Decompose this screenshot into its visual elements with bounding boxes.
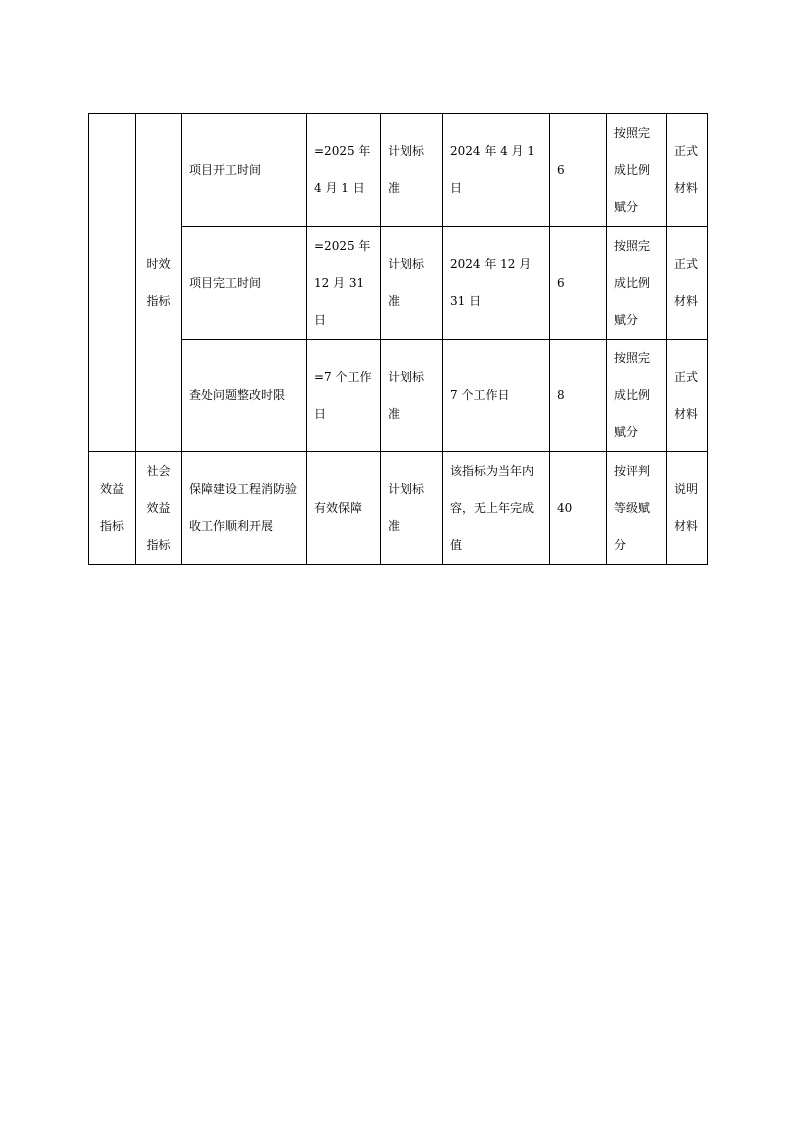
previous-year-value: 7 个工作日 — [443, 340, 550, 452]
value-source: 计划标准 — [381, 114, 443, 227]
weight-score: 6 — [550, 114, 607, 227]
indicator-name: 保障建设工程消防验收工作顺利开展 — [182, 452, 307, 565]
table-row — [89, 227, 708, 340]
table-row — [89, 452, 708, 565]
scoring-method: 按评判等级赋分 — [607, 452, 667, 565]
evidence-material: 正式材料 — [667, 227, 708, 340]
target-value: =2025 年 4 月 1 日 — [307, 114, 381, 227]
weight-score: 40 — [550, 452, 607, 565]
target-value: =2025 年 12 月 31 日 — [307, 227, 381, 340]
value-source: 计划标准 — [381, 452, 443, 565]
weight-score: 8 — [550, 340, 607, 452]
weight-score: 6 — [550, 227, 607, 340]
evidence-material: 说明材料 — [667, 452, 708, 565]
target-value: =7 个工作日 — [307, 340, 381, 452]
scoring-method: 按照完成比例赋分 — [607, 114, 667, 227]
table-row — [89, 340, 708, 452]
previous-year-value: 2024 年 4 月 1 日 — [443, 114, 550, 227]
performance-indicator-table — [88, 113, 708, 565]
evidence-material: 正式材料 — [667, 340, 708, 452]
indicator-name: 查处问题整改时限 — [182, 340, 307, 452]
previous-year-value: 2024 年 12 月 31 日 — [443, 227, 550, 340]
level2-group-social-benefit: 社会效益指标 — [136, 452, 182, 565]
target-value: 有效保障 — [307, 452, 381, 565]
value-source: 计划标准 — [381, 340, 443, 452]
indicator-name: 项目开工时间 — [182, 114, 307, 227]
evidence-material: 正式材料 — [667, 114, 708, 227]
scoring-method: 按照完成比例赋分 — [607, 227, 667, 340]
value-source: 计划标准 — [381, 227, 443, 340]
level1-group-benefit: 效益指标 — [89, 452, 136, 565]
table-row — [89, 114, 708, 227]
indicator-name: 项目完工时间 — [182, 227, 307, 340]
level1-cell-empty — [89, 114, 136, 452]
previous-year-value: 该指标为当年内容，无上年完成值 — [443, 452, 550, 565]
level2-group-timeliness: 时效指标 — [136, 114, 182, 452]
scoring-method: 按照完成比例赋分 — [607, 340, 667, 452]
